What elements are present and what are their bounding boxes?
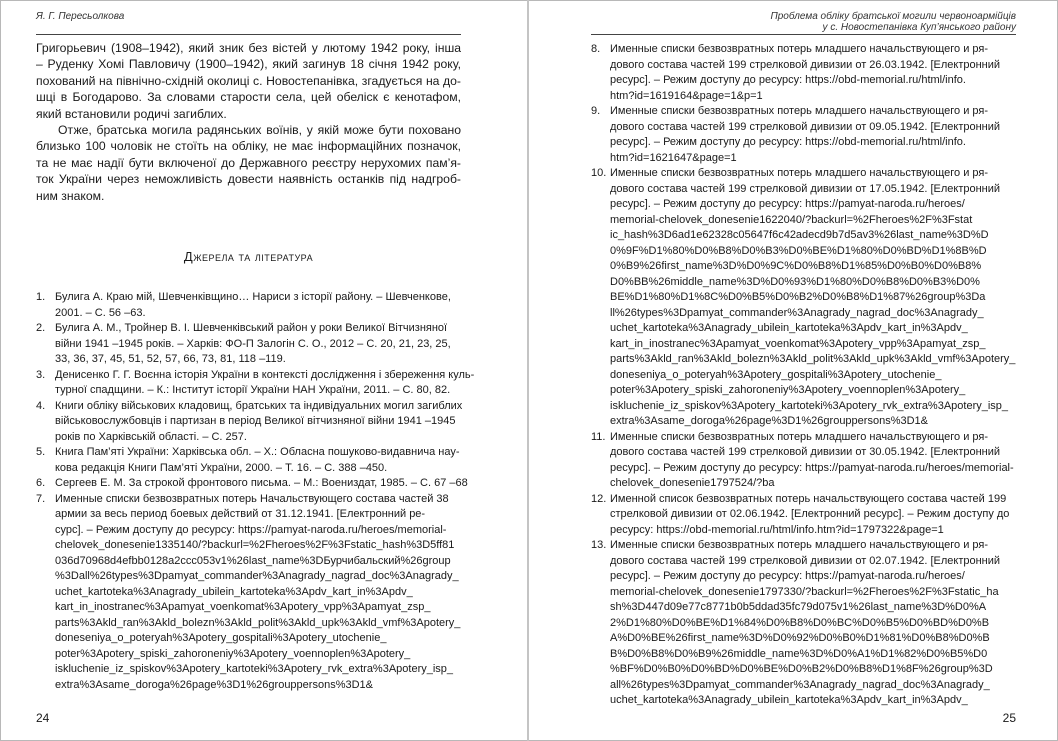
reference-line: extra%3Asame_doroga%26page%3D1%26grouppersons%3D1& — [55, 678, 373, 691]
reference-item — [36, 321, 461, 368]
paragraph — [36, 40, 461, 122]
reference-line: 036d70968d4efbb0128a2ccc053v1%26last_name%3DБурчибальский%26group — [55, 554, 451, 567]
reference-line: ресурс]. – Режим доступу до ресурсу: https://obd-memorial.ru/html/info. — [610, 136, 966, 148]
reference-line: військовослужбовців і партизан в період Великої вітчизняної війни 1941 –1945 — [55, 415, 456, 427]
paragraph — [36, 122, 461, 204]
reference-line: війни 1941 –1945 років. – Харків: ФО-П Залогін С. О., 2012 – С. 20, 21, 23, 25, — [55, 337, 451, 350]
reference-line: дового состава частей 199 стрелковой дивизии от 30.05.1942. [Електронний — [610, 446, 1001, 458]
reference-line: memorial-chelovek_donesenie1797330/?backurl=%2Fheroes%2F%3Fstatic_ha — [610, 585, 999, 598]
reference-item — [36, 399, 461, 446]
running-head-author: Я. Г. Пересьолкова — [36, 11, 125, 22]
text-line: та не має надії бути включеної до Державного реєстру нерухомих пам’я- — [36, 155, 461, 170]
reference-line: BE%D1%80%D1%8C%D0%B5%D0%B2%D0%B8%D1%87%26group%3Da — [610, 291, 986, 303]
reference-line: sh%3D447d09e77c8771b0b5ddad35fc79d075v1%26last_name%3D%D0%A — [610, 601, 987, 613]
reference-line: Книги обліку військових кладовищ, братських та індивідуальних могил загиблих — [55, 399, 463, 412]
reference-line: Булига А. Краю мій, Шевченківщино… Нариси з історії району. – Шевченкове, — [55, 291, 451, 303]
reference-line: Именные списки безвозвратных потерь младшего начальствующего и ря- — [610, 105, 989, 117]
reference-line: doneseniya_o_poteryah%3Apotery_gospitali%3Apotery_utochenie_ — [610, 368, 942, 381]
reference-number: 6. — [36, 477, 46, 489]
reference-number: 12. — [591, 492, 607, 505]
running-head-line: у с. Новостепанівка Куп’янського району — [822, 22, 1016, 33]
reference-line: uchet_kartoteka%3Anagrady_ubilein_kartoteka%3Apdv_kart_in%3Apdv_ — [55, 585, 413, 598]
reference-line: poter%3Apotery_spiski_zahoroneniy%3Apotery_voennoplen%3Apotery_ — [610, 384, 966, 396]
reference-line: сурс]. – Режим доступу до ресурсу: https://pamyat-naroda.ru/heroes/memorial- — [55, 523, 447, 536]
reference-line: ресурс]. – Режим доступу до ресурсу: https://pamyat-naroda.ru/heroes/ — [610, 198, 965, 210]
reference-item — [36, 476, 468, 492]
reference-line: poter%3Apotery_spiski_zahoroneniy%3Apotery_voennoplen%3Apotery_ — [55, 647, 411, 660]
reference-line: doneseniya_o_poteryah%3Apotery_gospitali%3Apotery_utochenie_ — [55, 632, 387, 644]
reference-number: 5. — [36, 446, 46, 458]
reference-line: дового состава частей 199 стрелковой дивизии от 09.05.1942. [Електронний — [610, 120, 1001, 133]
reference-line: 33, 36, 37, 45, 51, 52, 57, 66, 73, 81, 118 –119. — [55, 353, 286, 365]
reference-line: армии за весь период боевых действий от 31.12.1941. [Електронний ре- — [55, 508, 426, 520]
section-heading: Джерела та література — [183, 249, 314, 264]
reference-line: Сергеев Е. М. За строкой фронтового письма. – М.: Воениздат, 1985. – С. 67 –68 — [55, 477, 468, 489]
reference-item — [36, 290, 461, 321]
reference-line: Именные списки безвозвратных потерь Начальствующего состава частей 38 — [55, 492, 449, 505]
text-line: похований на північно-східній околиці с. Новостепанівка, згадується на до- — [36, 73, 461, 88]
page-number: 24 — [36, 711, 50, 725]
reference-line: дового состава частей 199 стрелковой дивизии от 26.03.1942. [Електронний — [610, 58, 1001, 71]
reference-line: Именные списки безвозвратных потерь младшего начальствующего и ря- — [610, 430, 989, 443]
reference-item — [591, 538, 1016, 709]
reference-line: Именные списки безвозвратных потерь младшего начальствующего и ря- — [610, 539, 989, 551]
reference-line: дового состава частей 199 стрелковой дивизии от 02.07.1942. [Електронний — [610, 554, 1001, 567]
text-line: ним знаком. — [36, 188, 105, 203]
reference-item — [591, 492, 1016, 539]
reference-number: 13. — [591, 539, 607, 551]
reference-line: htm?id=1621647&page=1 — [610, 151, 737, 164]
reference-line: ресурс]. – Режим доступу до ресурсу: https://pamyat-naroda.ru/heroes/memorial- — [610, 461, 1014, 474]
reference-item — [591, 430, 1016, 492]
reference-line: Денисенко Г. Г. Воєнна історія України в контексті дослідження і збереження куль- — [55, 368, 475, 381]
reference-line: Именные списки безвозвратных потерь младшего начальствующего и ря- — [610, 43, 989, 55]
reference-line: uchet_kartoteka%3Anagrady_ubilein_kartoteka%3Apdv_kart_in%3Apdv_ — [610, 322, 968, 334]
reference-number: 11. — [591, 430, 606, 443]
reference-line: parts%3Akld_ran%3Akld_bolezn%3Akld_polit%3Akld_upk%3Akld_vmf%3Apotery_ — [610, 353, 1016, 365]
reference-line: htm?id=1619164&page=1&p=1 — [610, 89, 763, 102]
reference-number: 1. — [36, 291, 46, 303]
reference-line: 2%D1%80%D0%BE%D1%84%D0%B8%D0%BC%D0%B5%D0%BD%D0%B — [610, 616, 990, 629]
reference-line: extra%3Asame_doroga%26page%3D1%26grouppersons%3D1& — [610, 415, 928, 427]
reference-line: років по Харківській області. – С. 257. — [55, 430, 247, 443]
reference-line: chelovek_donesenie1335140/?backurl=%2Fheroes%2F%3Fstatic_hash%3D5ff81 — [55, 539, 455, 551]
text-line: Григорьевич (1908–1942), який зник без вістей у лютому 1942 року, інша — [36, 41, 461, 55]
reference-line: %3Dall%26types%3Dpamyat_commander%3Anagrady_nagrad_doc%3Anagrady_ — [55, 570, 459, 582]
reference-item — [591, 42, 1016, 104]
reference-item — [36, 445, 461, 476]
reference-number: 8. — [591, 43, 601, 55]
reference-line: uchet_kartoteka%3Anagrady_ubilein_kartoteka%3Apdv_kart_in%3Apdv_ — [610, 694, 968, 706]
header-rule — [591, 34, 1016, 35]
text-line: шці в Богодарово. За словами старости села, цей обеліск є кенотафом, — [36, 90, 461, 105]
reference-item — [591, 104, 1016, 166]
text-line: – Руденку Хомі Павловичу (1900–1942), який загинув 18 січня 1942 року, — [36, 57, 461, 72]
reference-line: Книга Пам’яті України: Харківська обл. – Х.: Обласна пошуково-видавнича нау- — [55, 446, 460, 458]
reference-list — [591, 42, 1016, 709]
reference-line: B%D0%B8%D0%B9%26middle_name%3D%D0%A1%D1%82%D0%B5%D0 — [610, 647, 988, 660]
reference-line: chelovek_donesenie1797524/?ba — [610, 477, 775, 489]
reference-line: ll%26types%3Dpamyat_commander%3Anagrady_nagrad_doc%3Anagrady_ — [610, 306, 984, 319]
reference-line: ic_hash%3D6ad1e62328c05647f6c42adecd9b7d5av3%26last_name%3D%D — [610, 229, 989, 241]
reference-line: стрелковой дивизии от 02.06.1942. [Електронний ресурс]. – Режим доступу до — [610, 508, 1010, 520]
reference-line: %BF%D0%B0%D0%BD%D0%BE%D0%B2%D0%B8%D1%8F%26group%3D — [610, 663, 993, 675]
reference-line: parts%3Akld_ran%3Akld_bolezn%3Akld_polit%3Akld_upk%3Akld_vmf%3Apotery_ — [55, 616, 461, 629]
reference-line: iskluchenie_iz_spiskov%3Apotery_kartoteki%3Apotery_rvk_extra%3Apotery_isp_ — [610, 399, 1009, 412]
text-line: ток України через неможливість довести наявність останків під надгроб- — [36, 172, 461, 187]
reference-line: iskluchenie_iz_spiskov%3Apotery_kartoteki%3Apotery_rvk_extra%3Apotery_isp_ — [55, 663, 454, 675]
reference-line: ресурсу: https://obd-memorial.ru/html/info.htm?id=1797322&page=1 — [610, 523, 944, 536]
text-line: який встановили родичі загиблих. — [36, 106, 227, 121]
reference-number: 4. — [36, 399, 46, 412]
reference-item — [36, 492, 461, 694]
book-spine-divider — [527, 0, 529, 741]
reference-item — [36, 368, 475, 399]
text-line: Отже, братська могила радянських воїнів, у якій може бути поховано — [58, 122, 461, 137]
reference-line: Именные списки безвозвратных потерь младшего начальствующего и ря- — [610, 167, 989, 179]
reference-line: дового состава частей 199 стрелковой дивизии от 17.05.1942. [Електронний — [610, 182, 1001, 195]
reference-line: kart_in_inostranec%3Apamyat_voenkomat%3Apotery_vpp%3Apamyat_zsp_ — [55, 601, 431, 613]
reference-item — [591, 166, 1016, 430]
reference-line: 0%9F%D1%80%D0%B8%D0%B3%D0%BE%D1%80%D0%BD%D1%8B%D — [610, 244, 987, 257]
reference-line: A%D0%BE%26first_name%3D%D0%92%D0%B0%D1%81%D0%B8%D0%B — [610, 632, 990, 644]
reference-line: Именной список безвозвратных потерь начальствующего состава частей 199 — [610, 492, 1007, 505]
header-rule — [36, 34, 461, 35]
reference-line: 2001. – С. 56 –63. — [55, 306, 146, 319]
text-line: близько 100 чоловік не стоїть на обліку, не має інформаційних позначок, — [36, 139, 461, 154]
reference-number: 9. — [591, 105, 601, 117]
running-head-line: Проблема обліку братської могили червоноармійців — [770, 11, 1016, 22]
reference-number: 2. — [36, 322, 46, 334]
right-page — [591, 0, 1016, 741]
body-text — [36, 40, 461, 204]
reference-number: 10. — [591, 167, 607, 179]
reference-line: ресурс]. – Режим доступу до ресурсу: https://pamyat-naroda.ru/heroes/ — [610, 570, 965, 582]
reference-line: Булига А. М., Тройнер В. І. Шевченківський район у роки Великої Вітчизняної — [55, 322, 448, 334]
reference-number: 7. — [36, 492, 46, 505]
reference-line: турної спадщини. – К.: Інститут історії України НАН України, 2011. – С. 80, 82. — [55, 384, 451, 396]
reference-line: memorial-chelovek_donesenie1622040/?backurl=%2Fheroes%2F%3Fstat — [610, 213, 973, 226]
reference-line: kart_in_inostranec%3Apamyat_voenkomat%3Apotery_vpp%3Apamyat_zsp_ — [610, 337, 986, 350]
reference-line: D0%BB%26middle_name%3D%D0%93%D1%80%D0%B8%D0%B3%D0% — [610, 275, 980, 288]
reference-line: ресурс]. – Режим доступу до ресурсу: https://obd-memorial.ru/html/info. — [610, 74, 966, 86]
reference-line: 0%B9%26first_name%3D%D0%9C%D0%B8%D1%85%D0%B0%D0%B8% — [610, 260, 982, 272]
reference-line: all%26types%3Dpamyat_commander%3Anagrady_nagrad_doc%3Anagrady_ — [610, 678, 990, 691]
reference-number: 3. — [36, 368, 46, 381]
reference-list — [36, 290, 475, 693]
running-head-title — [770, 11, 1016, 33]
reference-line: кова редакція Книги Пам’яті України, 2000. – Т. 16. – С. 388 –450. — [55, 461, 388, 474]
left-page — [36, 0, 475, 741]
page-number: 25 — [1002, 711, 1016, 725]
